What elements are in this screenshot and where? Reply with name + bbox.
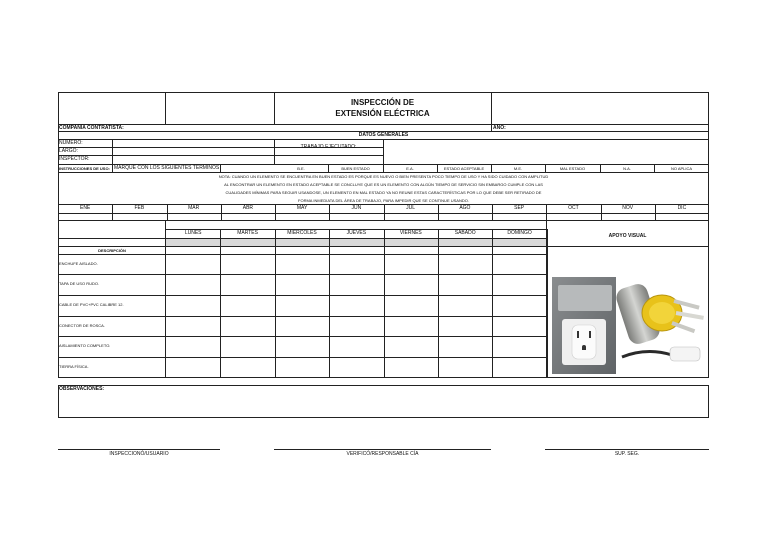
code-be: B.E. [297, 166, 305, 171]
month-ene: ENE [79, 205, 91, 211]
signature-line-1 [58, 449, 220, 450]
contractor-label: COMPAÑÍA CONTRATISTA: [59, 125, 124, 131]
form-title-line2: EXTENSIÓN ELÉCTRICA [335, 109, 430, 118]
day-header: JUEVES [346, 230, 367, 236]
description-label: DESCRIPCIÓN [98, 248, 126, 253]
signature-verified-responsible: VERIFICÓ/RESPONSABLE CÍA [346, 451, 419, 457]
month-sep: SEP [514, 205, 525, 211]
note-line-4: FORMA INMEDIATA DEL ÁREA DE TRABAJO, PARA IMPEDIR QUE SE CONTINUE USANDO. [298, 198, 469, 203]
code-no-aplica: NO APLICA [670, 166, 693, 171]
day-header: SÁBADO [454, 230, 476, 236]
code-buen-estado: BUEN ESTADO [341, 166, 370, 171]
day-header: LUNES [184, 230, 202, 236]
note-line-3: CUALIDADES MÍNIMAS PARA SEGUIR USANDOSE, UN ELEMENTO EN MAL ESTADO YA NO REUNE ESTAS CARACTERÍSTICAS POR LO QUE DEBE SER RETIRADO DE [225, 190, 542, 195]
number-label: NUMERO: [59, 140, 83, 146]
inspector-label: INSPECTOR: [59, 156, 90, 162]
note-line-1: NOTA: CUANDO UN ELEMENTO SE ENCUENTRA EN BUEN ESTADO ES PORQUE ES NUEVO O BIEN PRESENTA POCO TIEMPO DE USO Y HA SIDO CUIDADO CON AMPLITUD [218, 174, 549, 179]
extension-photo-svg [552, 277, 707, 374]
cable-image [622, 347, 700, 361]
inspection-item-label: TIERRA FÍSICA. [59, 364, 89, 369]
inspection-item-label: CABLE DE PVC+PVC CALIBRE 12. [59, 302, 124, 307]
code-me: M.E. [513, 166, 523, 171]
day-header: DOMINGO [507, 230, 532, 236]
inspection-item-label: ENCHUFE AISLADO. [59, 261, 98, 266]
month-jul: JUL [406, 205, 416, 211]
form-title-line1: INSPECCIÓN DE [350, 98, 415, 107]
month-ago: AGO [459, 205, 471, 211]
instructions-mark-text: MARQUE CON LOS SIGUIENTES TÉRMINOS [114, 165, 220, 171]
signature-line-3 [545, 449, 709, 450]
note-line-2: AL ENCONTRAR UN ELEMENTO EN ESTADO ACEPTABLE SE CONCLUYE QUE ES UN ELEMENTO CON ALGÚN TIEMPO DE SERVICIO SIN EMBARGO CUMPLE CON LAS [224, 182, 543, 187]
month-abr: ABR [242, 205, 254, 211]
code-ea: E.A. [406, 166, 414, 171]
work-executed-label: TRABAJO EJECUTADO: [300, 144, 357, 150]
day-header: MIÉRCOLES [287, 230, 317, 236]
signature-safety-supervisor: SUP. SEG. [614, 451, 640, 457]
length-label: LARGO: [59, 148, 78, 154]
month-dic: DIC [677, 205, 687, 211]
visual-support-photo [552, 277, 707, 374]
month-feb: FEB [134, 205, 145, 211]
code-estado-aceptable: ESTADO ACEPTABLE [443, 166, 485, 171]
month-jun: JUN [351, 205, 362, 211]
month-oct: OCT [568, 205, 579, 211]
inspection-item-label: TAPA DE USO RUDO. [59, 281, 100, 286]
signature-inspected-user: INSPECCIONÓ/USUARIO [109, 451, 169, 457]
day-header: MARTES [237, 230, 258, 236]
day-header: VIERNES [399, 230, 422, 236]
inspection-item-label: CONECTOR DE ROSCA. [59, 323, 105, 328]
month-nov: NOV [622, 205, 634, 211]
code-na: N.A. [623, 166, 631, 171]
observations-label: OBSERVACIONES: [59, 386, 105, 392]
month-mar: MAR [188, 205, 200, 211]
year-label: AÑO: [493, 125, 506, 131]
observations-box [58, 385, 709, 418]
days-header-shade [166, 238, 546, 246]
code-mal-estado: MAL ESTADO [559, 166, 586, 171]
instructions-label: INSTRUCCIONES DE USO: [59, 166, 110, 171]
inspection-item-label: AISLAMIENTO COMPLETO. [59, 343, 111, 348]
visual-support-label: APOYO VISUAL [608, 233, 647, 239]
signature-line-2 [274, 449, 491, 450]
plug-image [614, 281, 704, 346]
outlet-image [552, 277, 616, 374]
general-data-title: DATOS GENERALES [358, 132, 409, 138]
month-may: MAY [296, 205, 308, 211]
